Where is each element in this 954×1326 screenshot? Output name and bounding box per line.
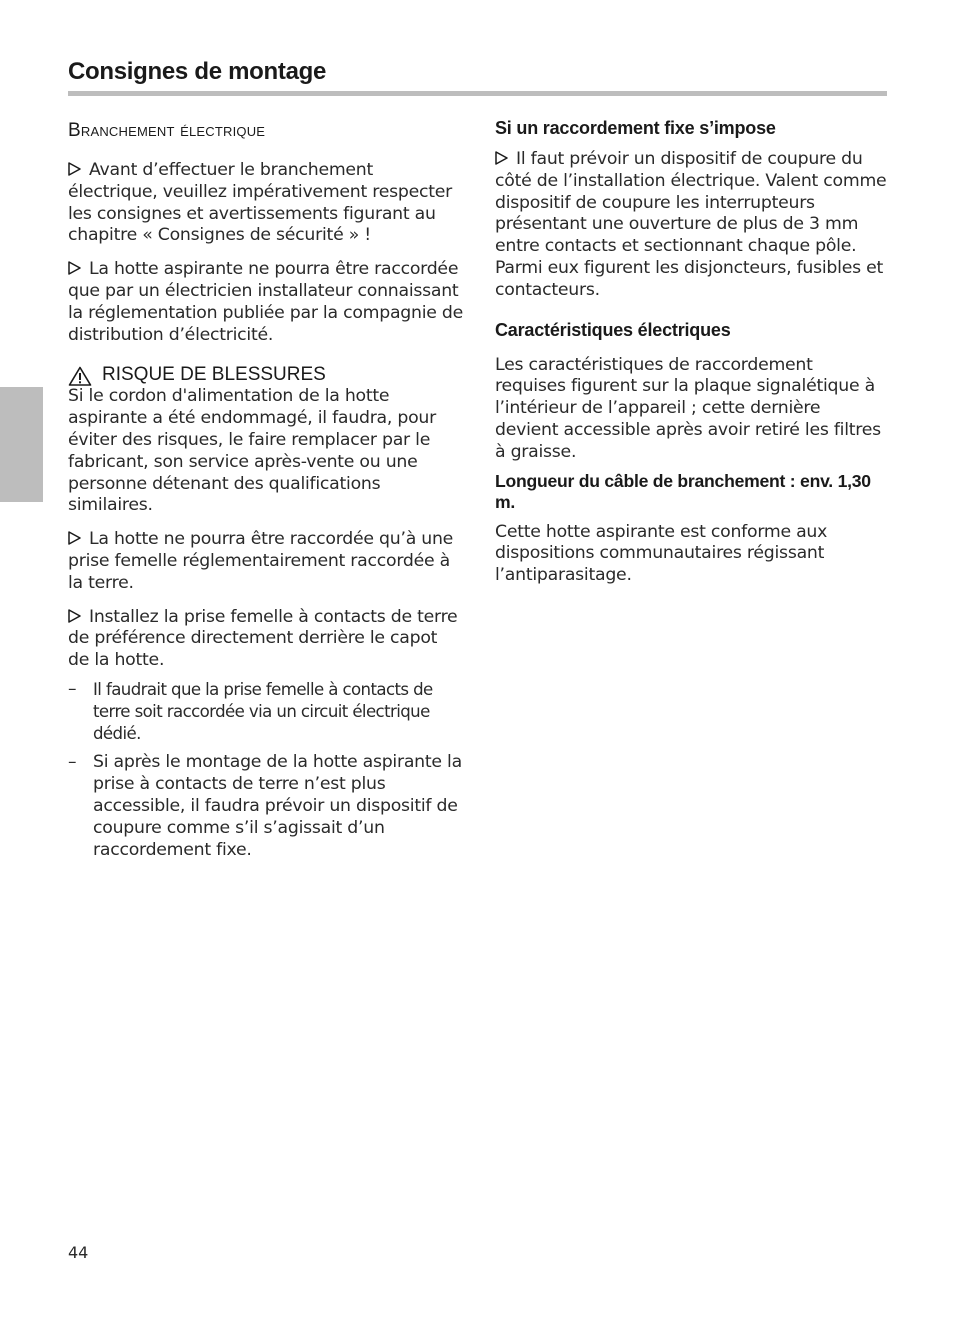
body-paragraph: Les caractéristiques de raccordement requises figurent sur la plaque signalétique à l’intérieur de l’appareil ; cette dernière devient accessible après avoir retiré les filtres à graisse.: [495, 354, 881, 462]
section-heading-caracteristiques: Caractéristiques électriques: [495, 319, 731, 340]
instruction-paragraph: [68, 529, 463, 594]
warning-title: RISQUE DE BLESSURES: [102, 364, 326, 386]
warning-heading: [68, 364, 463, 386]
section-heading-raccordement-fixe: Si un raccordement fixe s’impose: [495, 118, 776, 138]
instruction-text: Avant d’effectuer le branchement électrique, veuillez impérativement respecter les consignes et avertissements figurant au chapitre « Consignes de sécurité » !: [68, 160, 452, 246]
instruction-paragraph: [68, 160, 463, 247]
instruction-text: La hotte aspirante ne pourra être raccordée que par un électricien installateur connaissant la réglementation publiée par la compagnie de distribution d’électricité.: [68, 259, 463, 345]
left-column: [68, 118, 463, 869]
list-item: [68, 679, 463, 744]
triangle-right-icon: [495, 151, 508, 165]
title-divider: [68, 91, 887, 96]
right-column: [495, 118, 887, 587]
warning-triangle-icon: [68, 366, 92, 386]
body-paragraph: Cette hotte aspirante est conforme aux dispositions communautaires régissant l’antiparasitage.: [495, 521, 828, 586]
list-item-text: Il faudrait que la prise femelle à contacts de terre soit raccordée via un circuit électrique dédié.: [93, 679, 433, 743]
warning-text: Si le cordon d'alimentation de la hotte aspirante a été endommagé, il faudra, pour éviter des risques, le faire remplacer par le fabricant, son service après-vente ou une personne détenant des qualifications similaires.: [68, 386, 436, 516]
triangle-right-icon: [68, 531, 81, 545]
cable-length-note: Longueur du câble de branchement : env. 1,30 m.: [495, 470, 871, 513]
page-number: 44: [68, 1243, 89, 1262]
instruction-paragraph: [495, 149, 887, 302]
instruction-text: La hotte ne pourra être raccordée qu’à une prise femelle réglementairement raccordée à la terre.: [68, 529, 454, 593]
triangle-right-icon: [68, 162, 81, 176]
page-title: Consignes de montage: [68, 58, 327, 85]
instruction-text: Installez la prise femelle à contacts de terre de préférence directement derrière le capot de la hotte.: [68, 606, 458, 671]
triangle-right-icon: [68, 261, 81, 275]
list-item-text: Si après le montage de la hotte aspirante la prise à contacts de terre n’est plus accessible, il faudra prévoir un dispositif de coupure comme s’il s’agissait d’un raccordement fixe.: [93, 752, 462, 860]
section-heading-branchement: Branchement électrique: [68, 120, 266, 141]
dash-marker: –: [68, 678, 77, 699]
triangle-right-icon: [68, 609, 81, 623]
instruction-text: Il faut prévoir un dispositif de coupure du côté de l’installation électrique. Valent comme dispositif de coupure les interrupteurs présentant une ouverture de plus de 3 mm entre contacts et sectionnant chaque pôle. Parmi eux figurent les disjoncteurs, fusibles et contacteurs.: [495, 149, 887, 300]
dash-marker: –: [68, 752, 77, 773]
instruction-paragraph: [68, 607, 463, 672]
list-item: [68, 752, 463, 861]
side-tab-marker: [0, 387, 43, 502]
instruction-paragraph: [68, 259, 463, 346]
